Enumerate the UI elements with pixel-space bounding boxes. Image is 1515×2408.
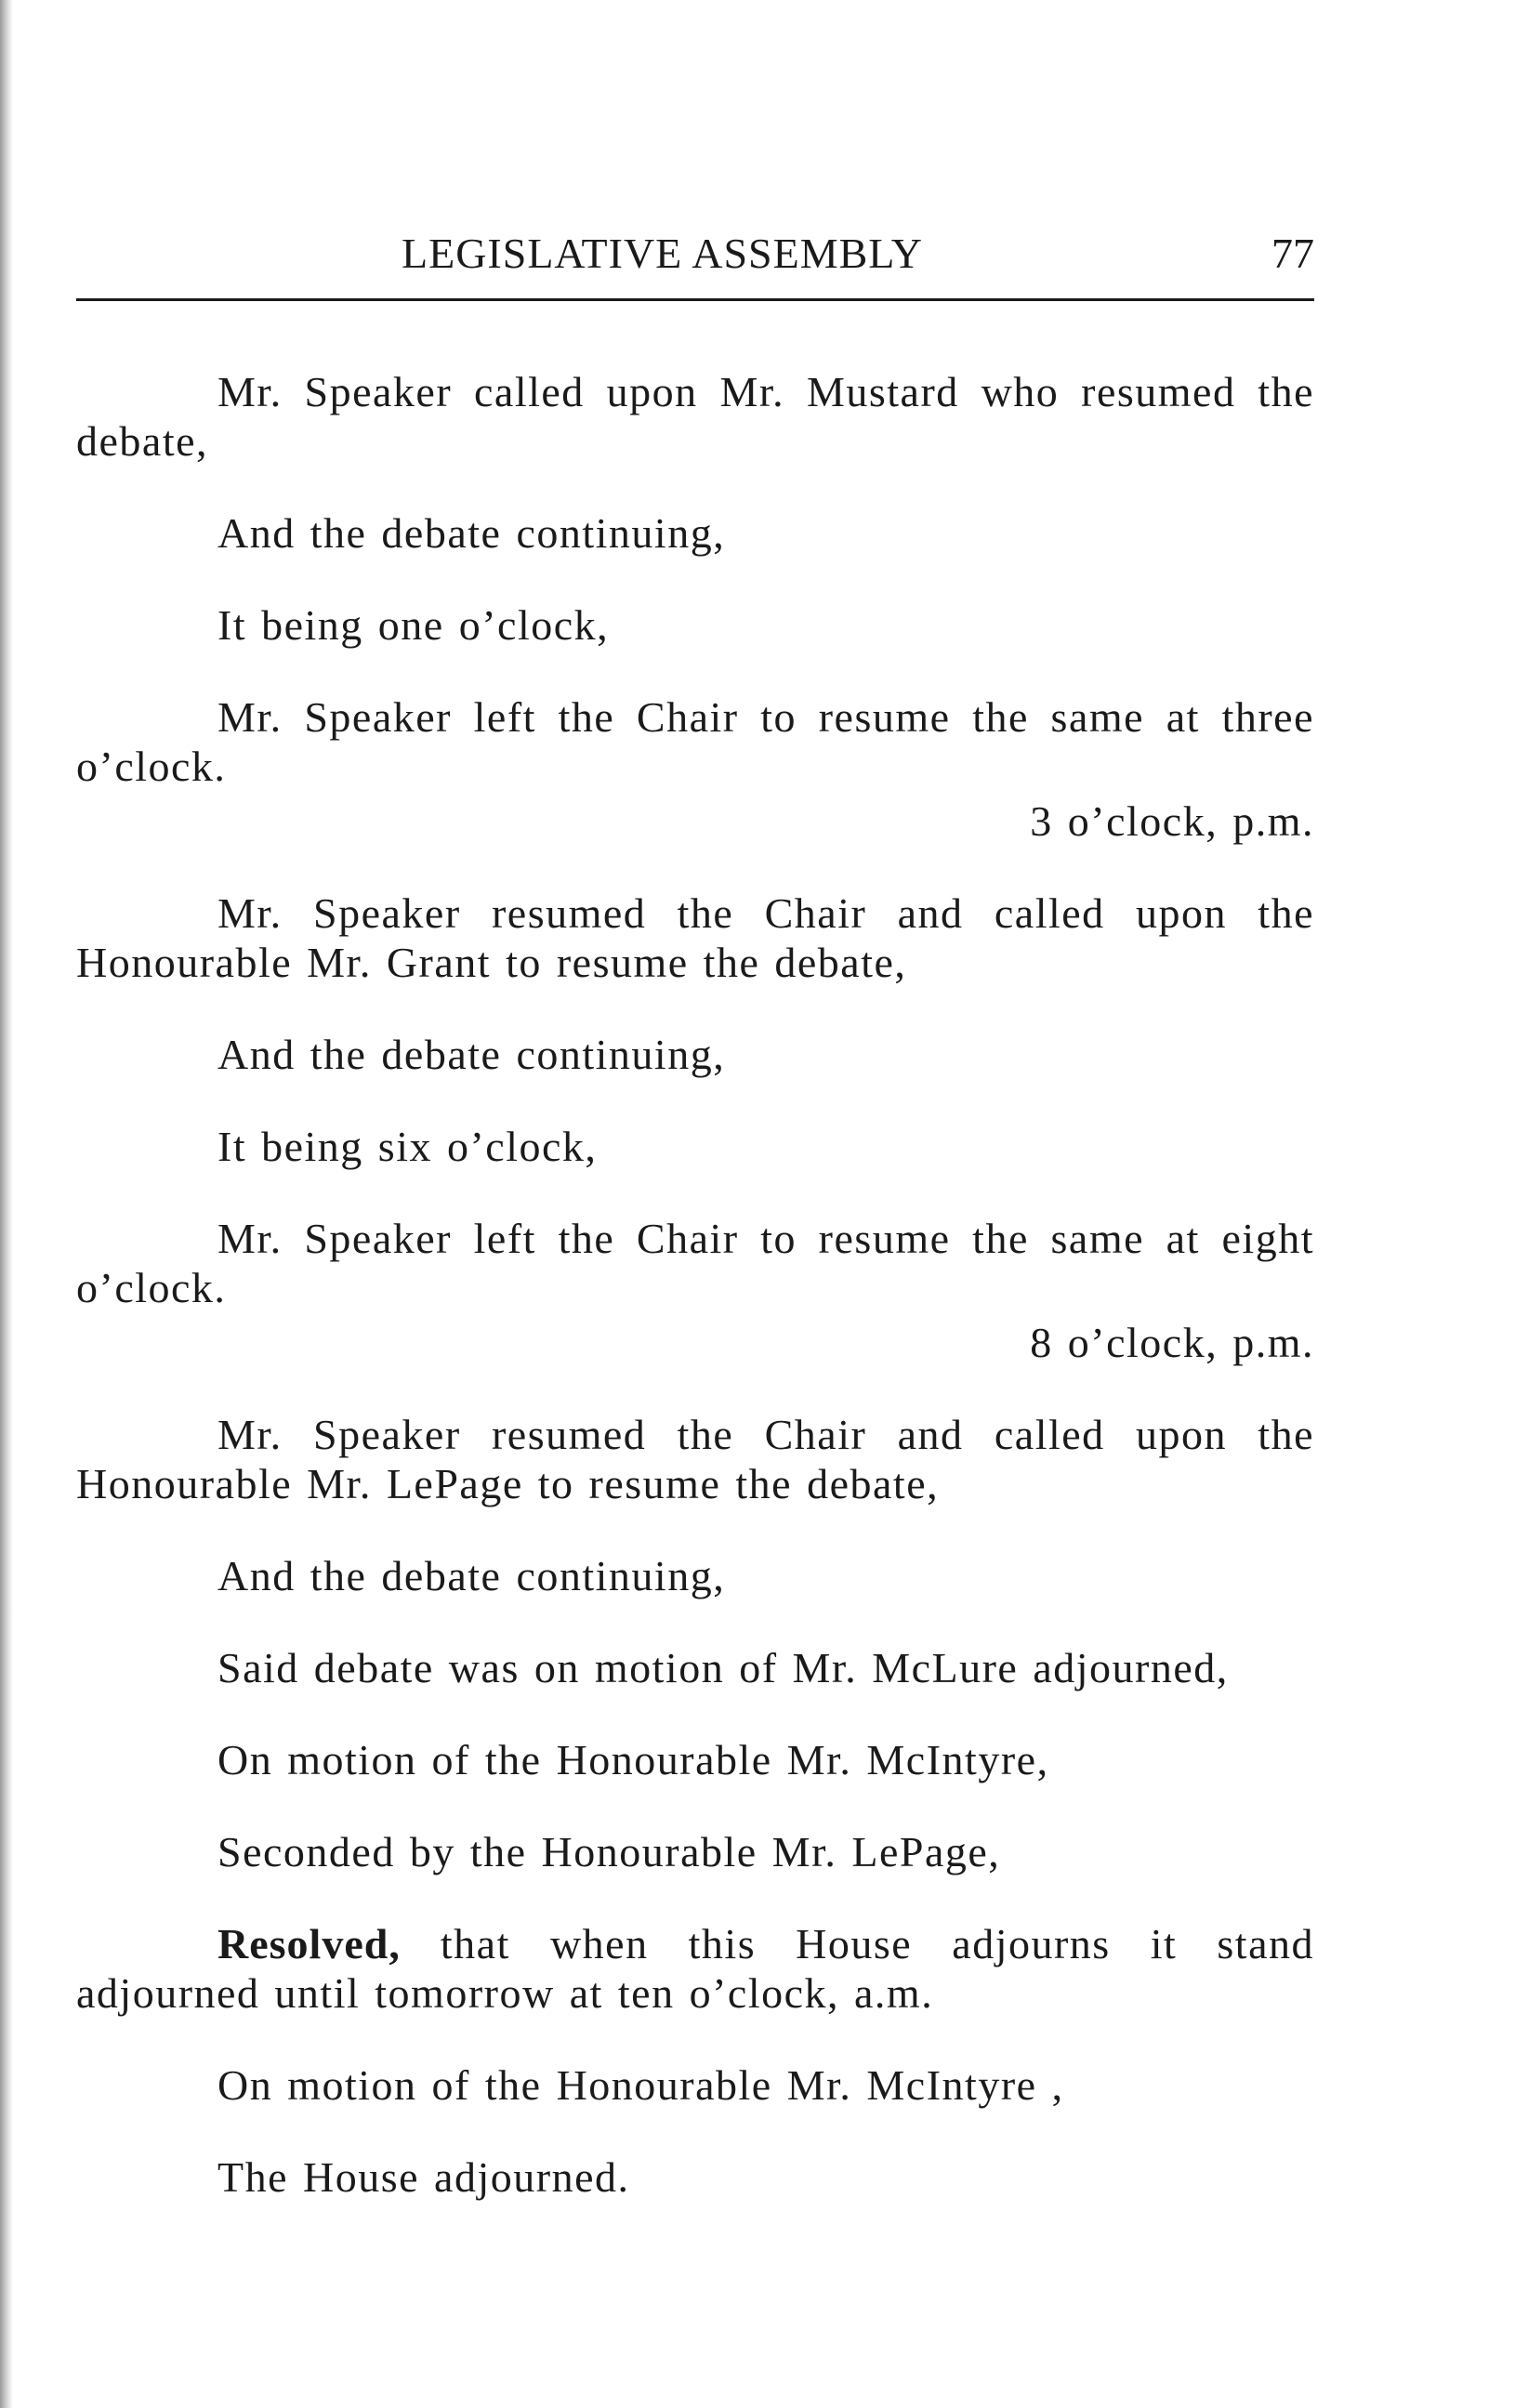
paragraph-motion-mcintyre-2: On motion of the Honourable Mr. McIntyre , bbox=[217, 2061, 1064, 2109]
resolution-text: that when this House adjourns it stand adjourned until tomorrow at ten o’clock, a.m. bbox=[76, 1920, 1314, 2017]
paragraph-one-oclock: It being one o’clock, bbox=[217, 601, 610, 649]
paragraph-grant-resume: Mr. Speaker resumed the Chair and called upon the Honourable Mr. Grant to resume the debate, bbox=[76, 889, 1314, 986]
resolved-label: Resolved, bbox=[217, 1920, 401, 1967]
header-rule bbox=[76, 298, 1314, 301]
time-heading-8pm: 8 o’clock, p.m. bbox=[1030, 1319, 1314, 1366]
header-title: LEGISLATIVE ASSEMBLY bbox=[402, 230, 924, 277]
running-head bbox=[76, 221, 1314, 286]
paragraph-motion-mcintyre: On motion of the Honourable Mr. McIntyre, bbox=[217, 1736, 1049, 1783]
paragraph-lepage-resume: Mr. Speaker resumed the Chair and called upon the Honourable Mr. LePage to resume the debate, bbox=[76, 1411, 1314, 1507]
paragraph-debate-continuing: And the debate continuing, bbox=[217, 509, 726, 557]
paragraph-left-chair-eight: Mr. Speaker left the Chair to resume the same at eight o’clock. bbox=[76, 1215, 1314, 1311]
journal-body bbox=[76, 367, 1314, 2202]
time-heading-3pm: 3 o’clock, p.m. bbox=[1030, 797, 1314, 845]
paragraph-seconded-lepage: Seconded by the Honourable Mr. LePage, bbox=[217, 1828, 1001, 1875]
paragraph-house-adjourned: The House adjourned. bbox=[217, 2153, 630, 2201]
page-edge-shadow bbox=[0, 0, 13, 2408]
paragraph-mustard-resumed: Mr. Speaker called upon Mr. Mustard who resumed the debate, bbox=[76, 368, 1314, 465]
page-number: 77 bbox=[1271, 230, 1314, 277]
paragraph-six-oclock: It being six o’clock, bbox=[217, 1123, 598, 1170]
paragraph-debate-continuing: And the debate continuing, bbox=[217, 1552, 726, 1599]
paragraph-left-chair-three: Mr. Speaker left the Chair to resume the same at three o’clock. bbox=[76, 693, 1314, 790]
paragraph-mclure-adjourned: Said debate was on motion of Mr. McLure adjourned, bbox=[217, 1644, 1229, 1691]
paragraph-resolution bbox=[76, 1919, 1314, 2018]
paragraph-debate-continuing: And the debate continuing, bbox=[217, 1031, 726, 1078]
